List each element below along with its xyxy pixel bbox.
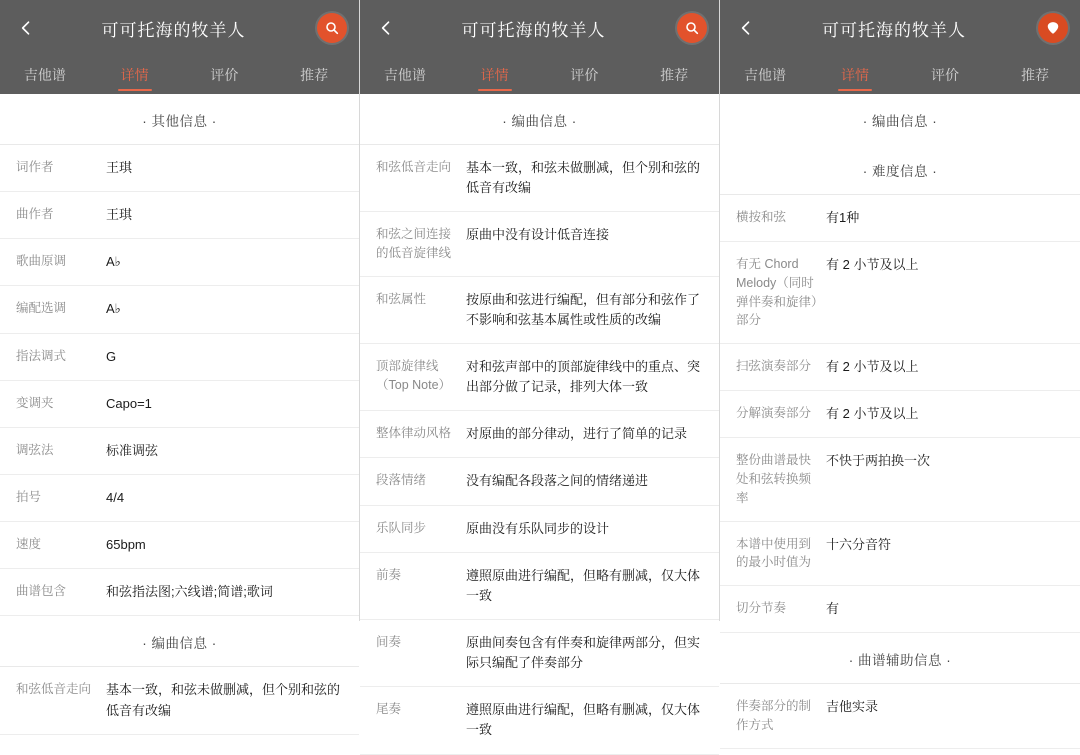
detail-content[interactable] — [0, 94, 359, 718]
row-value: 有1种 — [826, 210, 860, 225]
row-value: Capo=1 — [106, 395, 152, 411]
row-label: 指法调式 — [16, 348, 67, 363]
table-row — [0, 239, 359, 286]
tab-guitar-tab[interactable]: 吉他谱 — [23, 67, 66, 83]
table-row — [360, 145, 719, 212]
table-row — [720, 195, 1080, 242]
page-title: 可可托海的牧羊人 — [822, 20, 966, 40]
row-value: 原曲间奏包含有伴奏和旋律两部分，但实际只编配了伴奏部分 — [466, 635, 701, 671]
row-label: 调弦法 — [16, 442, 54, 457]
row-label: 横按和弦 — [736, 210, 787, 224]
tab-details[interactable]: 详情 — [810, 56, 900, 94]
row-label: 有无 Chord Melody（同时弹伴奏和旋律）部分 — [736, 257, 818, 328]
tab-details[interactable]: 详情 — [90, 56, 180, 94]
row-label: 拍号 — [16, 489, 42, 504]
row-label: 歌曲原调 — [16, 254, 67, 269]
table-row — [0, 428, 359, 475]
row-value: 对和弦声部中的顶部旋律线中的重点、突出部分做了记录，排列大体一致 — [466, 359, 701, 395]
section-title-arrangement-info: · 编曲信息 · — [720, 94, 1080, 144]
row-value: 王琪 — [106, 207, 133, 223]
table-row — [360, 411, 719, 458]
table-row — [0, 522, 359, 569]
row-label: 变调夹 — [16, 395, 54, 410]
table-row — [720, 391, 1080, 438]
tab-reviews[interactable]: 评价 — [931, 67, 959, 83]
row-label: 曲作者 — [16, 207, 54, 222]
table-row — [720, 344, 1080, 391]
row-label: 分解演奏部分 — [736, 406, 812, 421]
table-row — [360, 553, 719, 620]
table-row — [0, 286, 359, 333]
tab-recommend[interactable]: 推荐 — [300, 67, 329, 83]
row-value: 王琪 — [106, 160, 133, 175]
tab-bar — [720, 56, 1080, 94]
row-label: 整体律动风格 — [376, 426, 452, 441]
table-row — [0, 192, 359, 239]
row-value: 基本一致，和弦未做删减，但个别和弦的低音有改编 — [466, 160, 701, 196]
section-title-arrangement-info: · 编曲信息 · — [0, 616, 359, 666]
app-header — [0, 0, 359, 56]
pick-icon[interactable] — [1038, 13, 1068, 43]
table-row — [0, 145, 359, 192]
table-row — [720, 242, 1080, 344]
row-value: 吉他实录 — [826, 699, 879, 715]
section-title-other-info: · 其他信息 · — [0, 94, 359, 144]
table-row — [720, 684, 1080, 749]
table-row — [0, 667, 359, 734]
row-value: 基本一致，和弦未做删减，但个别和弦的低音有改编 — [106, 682, 341, 718]
row-label: 整份曲谱最快处和弦转换频率 — [736, 453, 812, 505]
row-label: 顶部旋律线（Top Note） — [376, 359, 452, 392]
app-header — [720, 0, 1080, 56]
tab-guitar-tab[interactable]: 吉他谱 — [383, 67, 426, 83]
row-label: 编配选调 — [16, 301, 67, 316]
row-value: G — [106, 348, 117, 364]
row-label: 词作者 — [16, 160, 54, 174]
row-label: 前奏 — [376, 567, 402, 582]
row-value: A♭ — [106, 254, 121, 270]
search-icon[interactable] — [677, 13, 707, 43]
row-value: 对原曲的部分律动，进行了简单的记录 — [466, 426, 688, 442]
row-label: 尾奏 — [376, 702, 402, 717]
row-value: 原曲没有乐队同步的设计 — [466, 520, 610, 536]
table-row — [360, 277, 719, 344]
page-title: 可可托海的牧羊人 — [101, 20, 246, 40]
detail-content[interactable] — [720, 94, 1080, 733]
row-value: 有 2 小节及以上 — [826, 359, 919, 375]
row-label: 间奏 — [376, 635, 402, 650]
detail-content[interactable] — [360, 94, 719, 738]
row-value: 65bpm — [106, 537, 146, 553]
table-row — [360, 212, 719, 277]
row-label: 和弦低音走向 — [16, 682, 92, 697]
table-row — [360, 506, 719, 553]
screen-panel-2 — [360, 0, 720, 738]
row-value: 有 2 小节及以上 — [826, 257, 919, 273]
tab-recommend[interactable]: 推荐 — [1021, 67, 1049, 83]
row-value: 标准调弦 — [106, 442, 159, 458]
section-title-difficulty-info: · 难度信息 · — [720, 144, 1080, 194]
row-value: 十六分音符 — [826, 536, 892, 552]
screen-panel-3 — [720, 0, 1080, 733]
row-label: 和弦属性 — [376, 291, 427, 306]
table-row — [360, 344, 719, 411]
row-label: 乐队同步 — [376, 520, 427, 535]
tab-reviews[interactable]: 评价 — [210, 67, 239, 83]
page-title: 可可托海的牧羊人 — [461, 20, 606, 40]
row-value: 按原曲和弦进行编配，但有部分和弦作了不影响和弦基本属性或性质的改编 — [466, 291, 701, 327]
row-value: 没有编配各段落之间的情绪递进 — [466, 473, 649, 489]
table-row — [720, 438, 1080, 521]
row-label: 伴奏部分的制作方式 — [736, 699, 812, 733]
table-row — [360, 687, 719, 754]
row-value: 有 — [826, 601, 840, 617]
row-value: 不快于两拍换一次 — [826, 453, 931, 469]
row-value: 遵照原曲进行编配，但略有删减，仅大体一致 — [466, 702, 701, 738]
section-title-arrangement-info: · 编曲信息 · — [360, 94, 719, 144]
row-label: 切分节奏 — [736, 601, 787, 616]
tab-recommend[interactable]: 推荐 — [660, 67, 689, 83]
app-header — [360, 0, 719, 56]
row-value: 有 2 小节及以上 — [826, 406, 919, 422]
search-icon[interactable] — [317, 13, 347, 43]
table-row — [360, 620, 719, 687]
tab-reviews[interactable]: 评价 — [570, 67, 599, 83]
row-label: 段落情绪 — [376, 473, 427, 488]
row-value: 遵照原曲进行编配，但略有删减，仅大体一致 — [466, 567, 701, 603]
row-label: 和弦之间连接的低音旋律线 — [376, 227, 452, 261]
row-value: 和弦指法图;六线谱;简谱;歌词 — [106, 584, 273, 600]
tab-guitar-tab[interactable]: 吉他谱 — [744, 67, 786, 83]
table-row — [0, 475, 359, 522]
screen-panel-1 — [0, 0, 360, 718]
table-row — [0, 569, 359, 616]
row-label: 速度 — [16, 537, 42, 552]
row-label: 和弦低音走向 — [376, 160, 452, 174]
row-value: 4/4 — [106, 489, 125, 505]
row-value: 原曲中没有设计低音连接 — [466, 227, 610, 243]
table-row — [720, 586, 1080, 633]
row-value: A♭ — [106, 301, 121, 317]
tab-details[interactable]: 详情 — [450, 56, 540, 94]
tab-bar — [360, 56, 719, 94]
row-label: 扫弦演奏部分 — [736, 359, 812, 374]
table-row — [360, 458, 719, 505]
table-row — [0, 334, 359, 381]
tab-bar — [0, 56, 359, 94]
row-label: 曲谱包含 — [16, 584, 67, 599]
row-label: 本谱中使用到的最小时值为 — [736, 536, 812, 570]
section-title-aux-info: · 曲谱辅助信息 · — [720, 633, 1080, 683]
table-row — [0, 381, 359, 428]
table-row — [720, 522, 1080, 587]
